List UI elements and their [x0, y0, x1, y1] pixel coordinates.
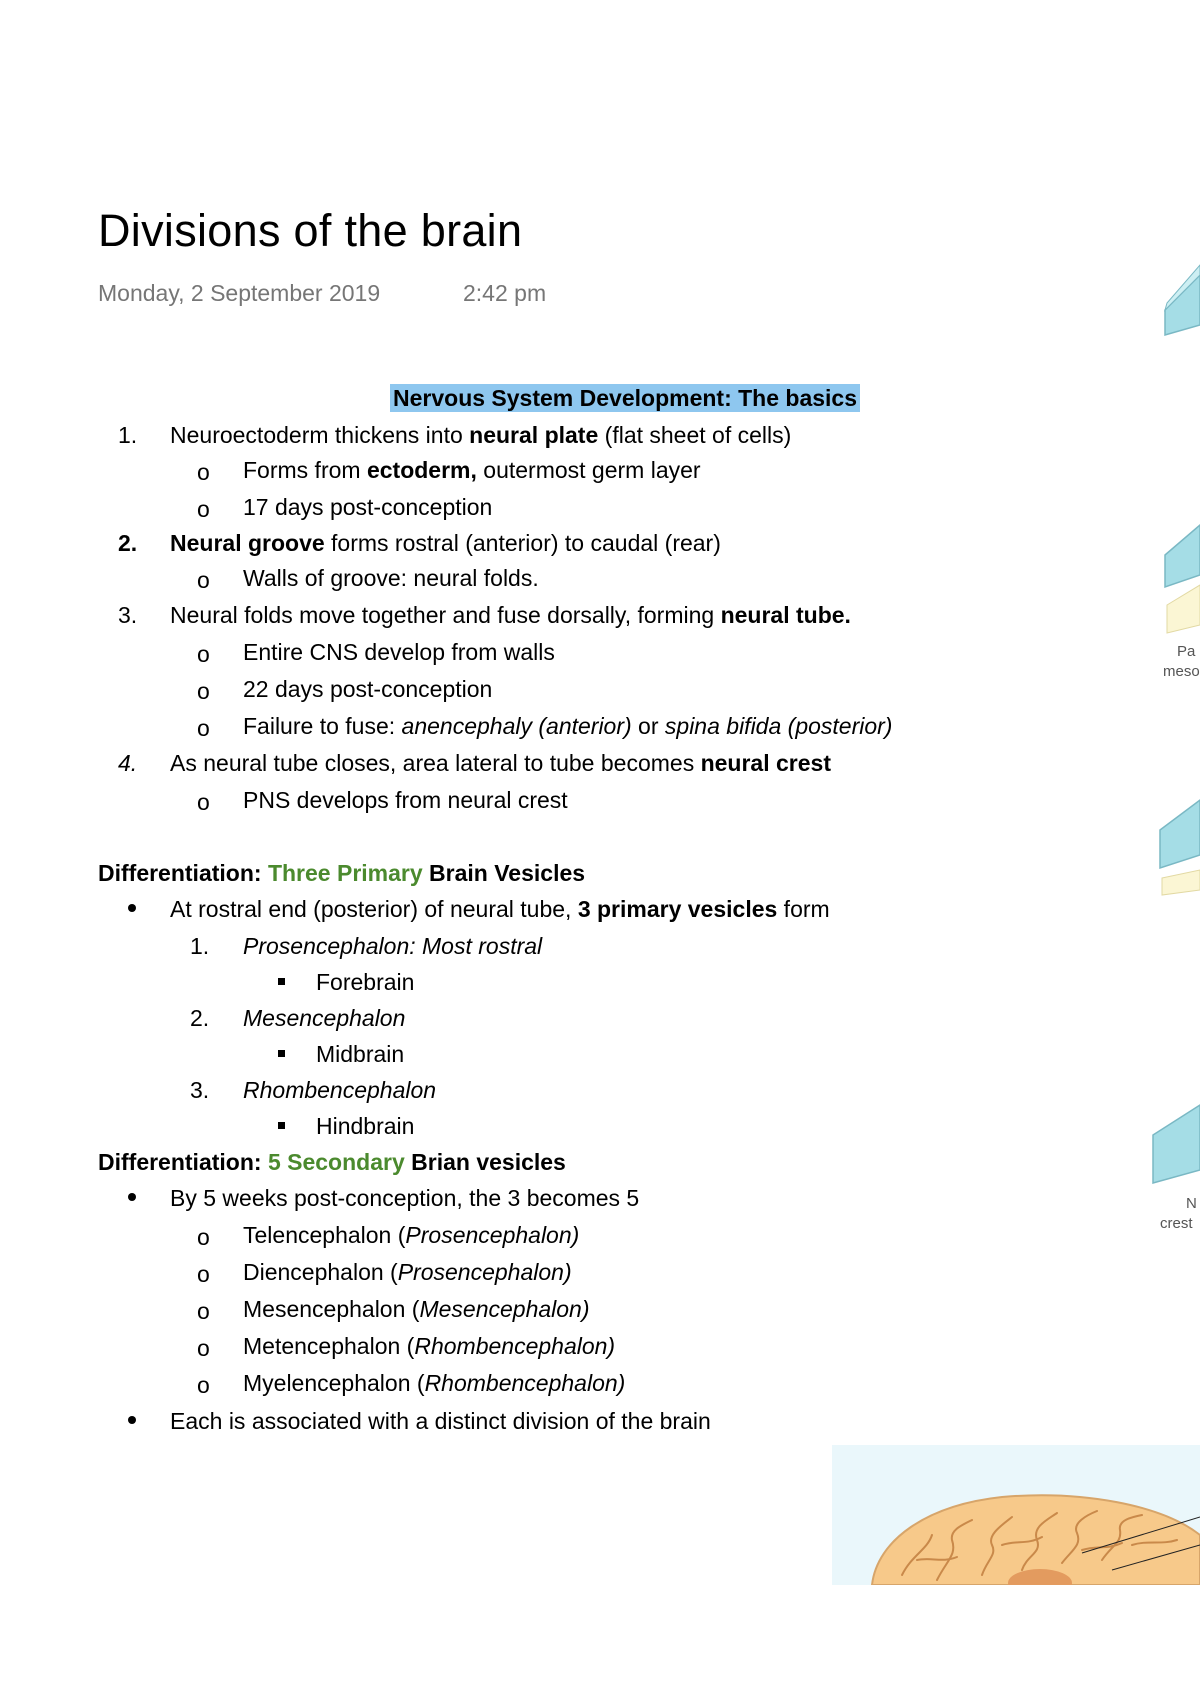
list-item: Neuroectoderm thickens into neural plate (flat sheet of cells): [170, 422, 792, 448]
neural-plate-figure: [1155, 185, 1200, 345]
list-subitem: 22 days post-conception: [243, 676, 493, 702]
list-subitem: Forms from ectoderm, outermost germ layer: [243, 457, 701, 483]
circle-bullet: o: [197, 641, 210, 667]
list-number: 2.: [190, 1005, 210, 1031]
section-heading: Nervous System Development: The basics: [390, 383, 860, 413]
circle-bullet: o: [197, 1372, 210, 1398]
list-subitem: PNS develops from neural crest: [243, 787, 568, 813]
square-bullet: [278, 1122, 285, 1129]
list-item: Neural folds move together and fuse dorsally, forming neural tube.: [170, 602, 851, 628]
list-subsubitem: Midbrain: [316, 1041, 405, 1067]
list-subitem: Prosencephalon: Most rostral: [243, 933, 543, 959]
bullet-dot: [128, 1193, 136, 1201]
list-item: By 5 weeks post-conception, the 3 becomes 5: [170, 1185, 640, 1211]
neural-crest-figure: N crest: [1148, 1095, 1200, 1250]
list-number: 2.: [118, 530, 138, 556]
list-subitem: Myelencephalon (Rhombencephalon): [243, 1370, 626, 1396]
list-item: Neural groove forms rostral (anterior) to caudal (rear): [170, 530, 721, 556]
circle-bullet: o: [197, 1224, 210, 1250]
circle-bullet: o: [197, 1335, 210, 1361]
circle-bullet: o: [197, 567, 210, 593]
list-number: 1.: [118, 422, 138, 448]
neural-groove-figure: Pa meso: [1155, 515, 1200, 690]
list-subitem: 17 days post-conception: [243, 494, 493, 520]
page-time: 2:42 pm: [463, 280, 547, 306]
list-subitem: Telencephalon (Prosencephalon): [243, 1222, 580, 1248]
section-heading-secondary-vesicles: Differentiation: 5 Secondary Brian vesicles: [98, 1149, 566, 1175]
list-number: 4.: [118, 750, 138, 776]
list-subitem: Failure to fuse: anencephaly (anterior) or spina bifida (posterior): [243, 713, 893, 739]
circle-bullet: o: [197, 678, 210, 704]
list-subitem: Rhombencephalon: [243, 1077, 437, 1103]
list-item: At rostral end (posterior) of neural tube, 3 primary vesicles form: [170, 896, 830, 922]
list-subitem: Mesencephalon: [243, 1005, 406, 1031]
bullet-dot: [128, 904, 136, 912]
circle-bullet: o: [197, 1298, 210, 1324]
list-number: 3.: [190, 1077, 210, 1103]
square-bullet: [278, 978, 285, 985]
square-bullet: [278, 1050, 285, 1057]
list-subsubitem: Forebrain: [316, 969, 415, 995]
list-item: As neural tube closes, area lateral to tube becomes neural crest: [170, 750, 831, 776]
brain-image: [832, 1445, 1200, 1585]
list-item: Each is associated with a distinct division of the brain: [170, 1408, 711, 1434]
list-subsubitem: Hindbrain: [316, 1113, 415, 1139]
list-number: 1.: [190, 933, 210, 959]
circle-bullet: o: [197, 496, 210, 522]
circle-bullet: o: [197, 789, 210, 815]
circle-bullet: o: [197, 459, 210, 485]
list-subitem: Diencephalon (Prosencephalon): [243, 1259, 572, 1285]
page-title: Divisions of the brain: [98, 205, 523, 256]
bullet-dot: [128, 1416, 136, 1424]
circle-bullet: o: [197, 1261, 210, 1287]
list-subitem: Walls of groove: neural folds.: [243, 565, 539, 591]
neural-tube-figure: [1148, 790, 1200, 900]
list-subitem: Entire CNS develop from walls: [243, 639, 555, 665]
list-subitem: Mesencephalon (Mesencephalon): [243, 1296, 590, 1322]
section-heading-primary-vesicles: Differentiation: Three Primary Brain Vesicles: [98, 860, 586, 886]
list-subitem: Metencephalon (Rhombencephalon): [243, 1333, 616, 1359]
page-date: Monday, 2 September 2019: [98, 280, 381, 306]
circle-bullet: o: [197, 715, 210, 741]
list-number: 3.: [118, 602, 138, 628]
